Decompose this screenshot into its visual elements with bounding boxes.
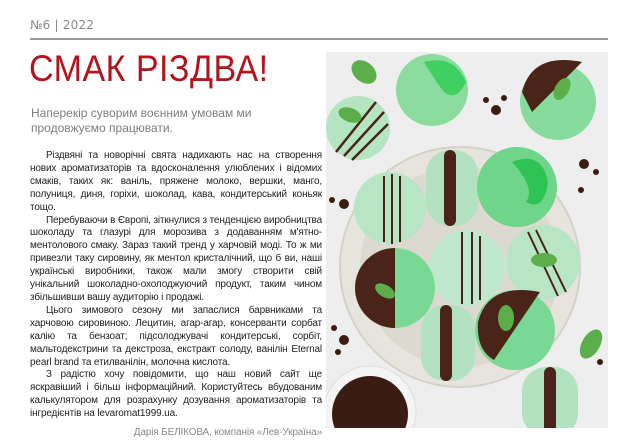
article-title: СМАК РІЗДВА! (29, 48, 269, 89)
macarons-photo (326, 52, 608, 428)
macaron (326, 96, 390, 160)
macaron (355, 248, 435, 328)
paragraph: Цього зимового сезону ми запаслися барвниками та харчовою сировиною. Лецитин, агар-агар, консерванти сорбат калію та бензоат; підсолоджувачі кондитерські, сорбіт, мальтодекстрини та декстроза, екстракт солоду, ванілін Eternal pearl brand та етилванілін, молочна кислота. (30, 304, 322, 368)
paragraph: Перебуваючи в Європі, зіткнулися з тенденцією виробництва шоколаду та глазурі для морозива з додаванням м'ятно-ментолового смаку. Зараз такий тренд у харчовій моді. То ж ми привезли таку сировину, як ментол кристалічний, що б ви, наші українські виробники, також мали змогу створити свій унікальний шоколадно-охолоджуючий продукт, таким чином збільшивши вашу аудиторію і продажі. (30, 214, 323, 303)
macaron (421, 305, 475, 381)
article-column (30, 150, 322, 440)
header-divider (30, 38, 608, 40)
macaron (426, 150, 478, 226)
macaron (354, 172, 426, 244)
paragraph: Різдвяні та новорічні свята надихають нас на створення нових ароматизаторів та вдосконалення улюблених і відомих смаків, таких як: ваніль, пряжене молоко, вершки, манго, полуниця, диня, горіхи, шоколад, кава, кондитерський коньяк тощо. (30, 150, 322, 213)
article-subtitle: Наперекір суворим воєнним умовам ми продовжуємо працювати. (31, 106, 252, 135)
macaron (475, 290, 555, 370)
macaron (396, 54, 468, 126)
macaron (522, 367, 578, 428)
article-body (30, 150, 322, 421)
paragraph: З радістю хочу повідомити, що наш новий сайт ще яскравіший і більш інформаційний. Користуйтесь вбудованим калькулятором для розрахунку дозування ароматизаторів та інгредієнтів на levaromat1999.ua. (30, 369, 322, 420)
issue-number: №6 | 2022 (30, 18, 95, 32)
macaron (477, 147, 557, 227)
author-signature: Дарія БЕЛІКОВА, компанія «Лев-Україна» (133, 427, 322, 439)
macaron (429, 230, 505, 306)
